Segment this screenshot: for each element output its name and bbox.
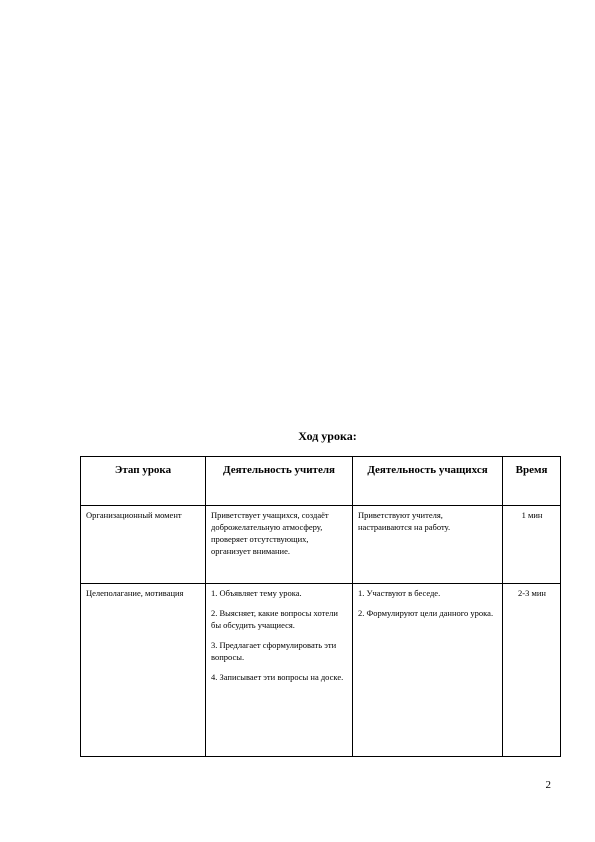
lesson-plan-table xyxy=(80,456,561,757)
page-number: 2 xyxy=(545,779,551,791)
teacher-activity-cell xyxy=(206,584,353,757)
header-stage: Этап урока xyxy=(81,457,206,506)
stage-text: Организационный момент xyxy=(86,510,182,520)
teacher-activity-cell xyxy=(206,506,353,584)
teacher-activity-item: Приветствует учащихся, создаёт доброжелательную атмосферу, проверяет отсутствующих, организует внимание. xyxy=(211,510,329,556)
stage-text: Целеполагание, мотивация xyxy=(86,588,184,598)
table-row xyxy=(81,506,561,584)
student-activity-item: 2. Формулируют цели данного урока. xyxy=(358,608,494,618)
page-title: Ход урока: xyxy=(298,429,357,443)
stage-cell xyxy=(81,506,206,584)
student-activity-item: 1. Участвуют в беседе. xyxy=(358,588,441,598)
teacher-activity-item: 2. Выясняет, какие вопросы хотели бы обсудить учащиеся. xyxy=(211,608,338,630)
teacher-activity-item: 4. Записывает эти вопросы на доске. xyxy=(211,672,344,682)
time-text: 2-3 мин xyxy=(518,588,546,598)
header-time: Время xyxy=(503,457,561,506)
teacher-activity-item: 1. Объявляет тему урока. xyxy=(211,588,302,598)
header-student-activity: Деятельность учащихся xyxy=(353,457,503,506)
stage-cell xyxy=(81,584,206,757)
table-row xyxy=(81,584,561,757)
student-activity-cell xyxy=(353,506,503,584)
table-header-row xyxy=(81,457,561,506)
time-text: 1 мин xyxy=(521,510,543,520)
time-cell xyxy=(503,506,561,584)
student-activity-cell xyxy=(353,584,503,757)
header-teacher-activity: Деятельность учителя xyxy=(206,457,353,506)
student-activity-item: Приветствуют учителя, настраиваются на работу. xyxy=(358,510,451,532)
teacher-activity-item: 3. Предлагает сформулировать эти вопросы. xyxy=(211,640,337,662)
time-cell xyxy=(503,584,561,757)
